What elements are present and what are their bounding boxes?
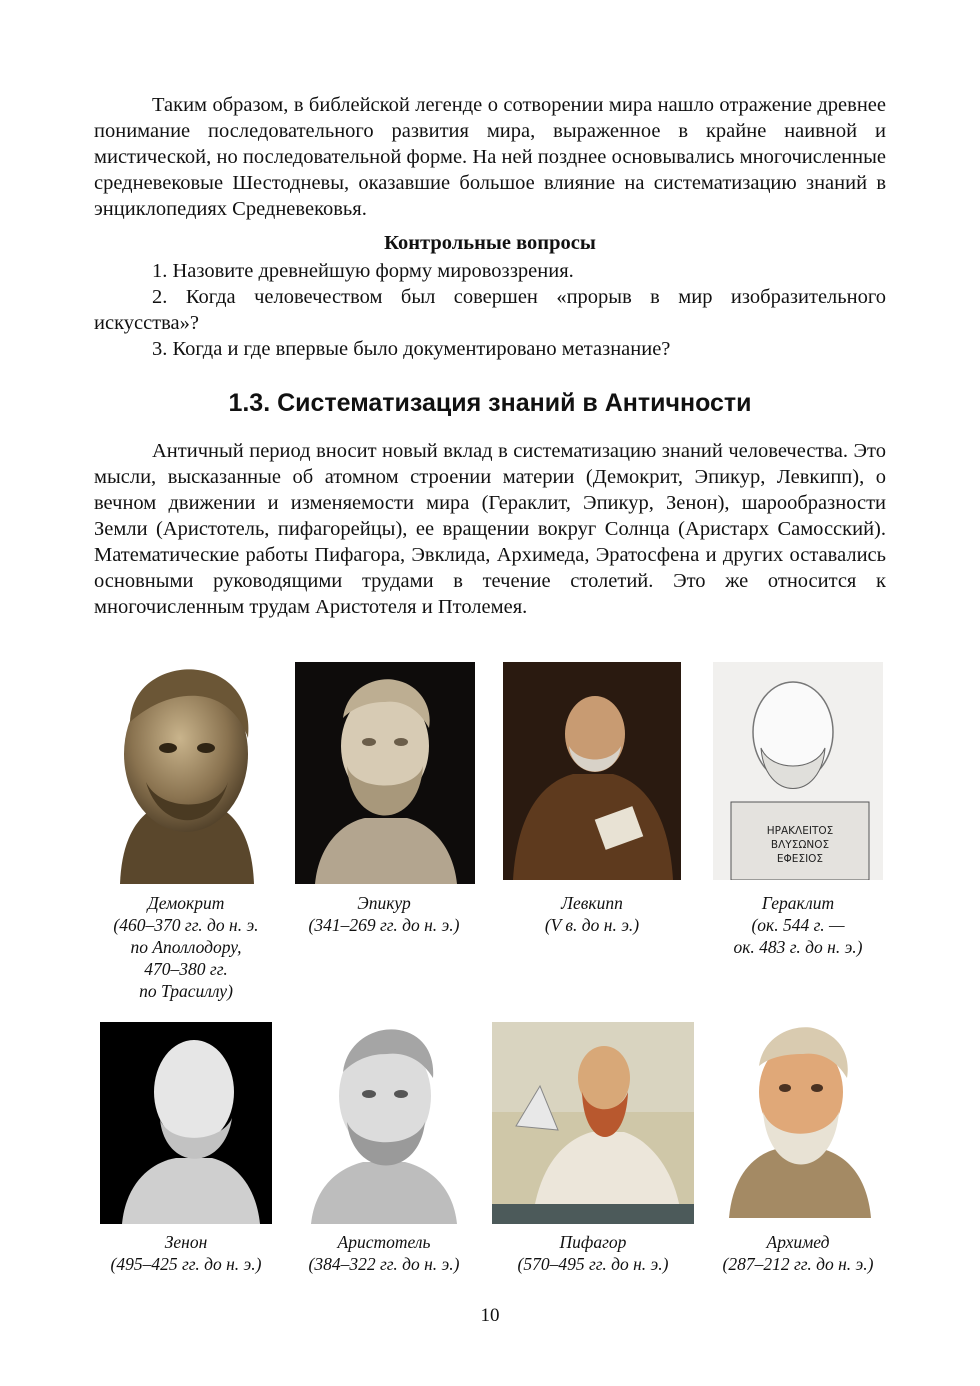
caption-line: (V в. до н. э.) [544,915,640,935]
caption-line: по Трасиллу) [139,981,233,1001]
caption-aristotle [284,1231,484,1275]
caption-epicurus [284,892,484,936]
caption-line: (287–212 гг. до н. э.) [722,1254,874,1274]
intro-paragraph: Таким образом, в библейской легенде о сотворении мира нашло отражение древнее понимание последовательного развития мира, выраженное в крайне наивной и мистической, но последовательной форме. На ней позднее основывались многочисленные средневековые Шестодневы, оказавшие большое влияние на систематизацию знаний в энциклопедиях Средневековья. [94,94,886,220]
caption-line: (495–425 гг. до н. э.) [110,1254,262,1274]
caption-line: (460–370 гг. до н. э. [113,915,259,935]
caption-line: (384–322 гг. до н. э.) [308,1254,460,1274]
portrait-pythagoras [492,1022,694,1224]
caption-line: по Аполлодору, [130,937,242,957]
caption-line: ок. 483 г. до н. э.) [733,937,863,957]
caption-line: Пифагор [559,1232,627,1252]
caption-heraclitus [698,892,898,958]
herm-inscription: ΗΡΑΚΛΕΙΤΟΣ [766,825,834,837]
portrait-democritus [102,662,270,884]
caption-line: 470–380 гг. [144,959,228,979]
caption-line: Аристотель [337,1232,431,1252]
painted-portrait-icon [492,1022,694,1224]
section-title: 1.3. Систематизация знаний в Античности [228,389,752,417]
caption-line: Архимед [766,1232,830,1252]
portrait-heraclitus [713,662,883,880]
page-body [94,92,886,620]
portrait-aristotle [303,1022,465,1224]
caption-line: Гераклит [761,893,835,913]
caption-line: Зенон [164,1232,208,1252]
caption-line: Демокрит [147,893,225,913]
caption-zeno [86,1231,286,1275]
caption-archimedes [698,1231,898,1275]
marble-bust-icon [303,1022,465,1224]
caption-line: Левкипп [561,893,623,913]
questions-title: Контрольные вопросы [384,232,596,254]
caption-leucippus [492,892,692,936]
portrait-leucippus [503,662,681,880]
portrait-zeno [100,1022,272,1224]
caption-line: (570–495 гг. до н. э.) [517,1254,669,1274]
page-number: 10 [480,1305,500,1326]
painted-portrait-icon [503,662,681,880]
question-item: 2. Когда человечеством был совершен «прорыв в мир изобразительного искусства»? [94,286,886,334]
question-item: 3. Когда и где впервые было документировано метазнание? [152,338,671,360]
question-item: 1. Назовите древнейшую форму мировоззрения. [152,260,574,282]
painted-portrait-icon [723,1022,875,1218]
bronze-bust-icon [102,662,270,884]
caption-line: (341–269 гг. до н. э.) [308,915,460,935]
caption-line: (ок. 544 г. — [751,915,845,935]
portrait-archimedes [723,1022,875,1218]
caption-democritus [86,892,286,1002]
marble-bust-icon [100,1022,272,1224]
caption-pythagoras [493,1231,693,1275]
portrait-epicurus [295,662,475,884]
engraved-herm-icon [713,662,883,880]
marble-bust-icon [295,662,475,884]
caption-line: Эпикур [357,893,411,913]
section-paragraph: Античный период вносит новый вклад в систематизацию знаний человечества. Это мысли, высказанные об атомном строении материи (Демокрит, Эпикур, Левкипп), о вечном движении и изменяемости мира (Гераклит, Эпикур, Зенон), шарообразности Земли (Аристотель, пифагорейцы), ее вращении вокруг Солнца (Аристарх Самосский). Математические работы Пифагора, Эвклида, Архимеда, Эратосфена и других оставались основными руководящими трудами в течение столетий. Это же относится к многочисленным трудам Аристотеля и Птолемея. [94,440,886,618]
herm-inscription: ΕΦΕΣΙΟΣ [776,853,824,865]
herm-inscription: ΒΛΥΣΩΝΟΣ [770,839,830,851]
